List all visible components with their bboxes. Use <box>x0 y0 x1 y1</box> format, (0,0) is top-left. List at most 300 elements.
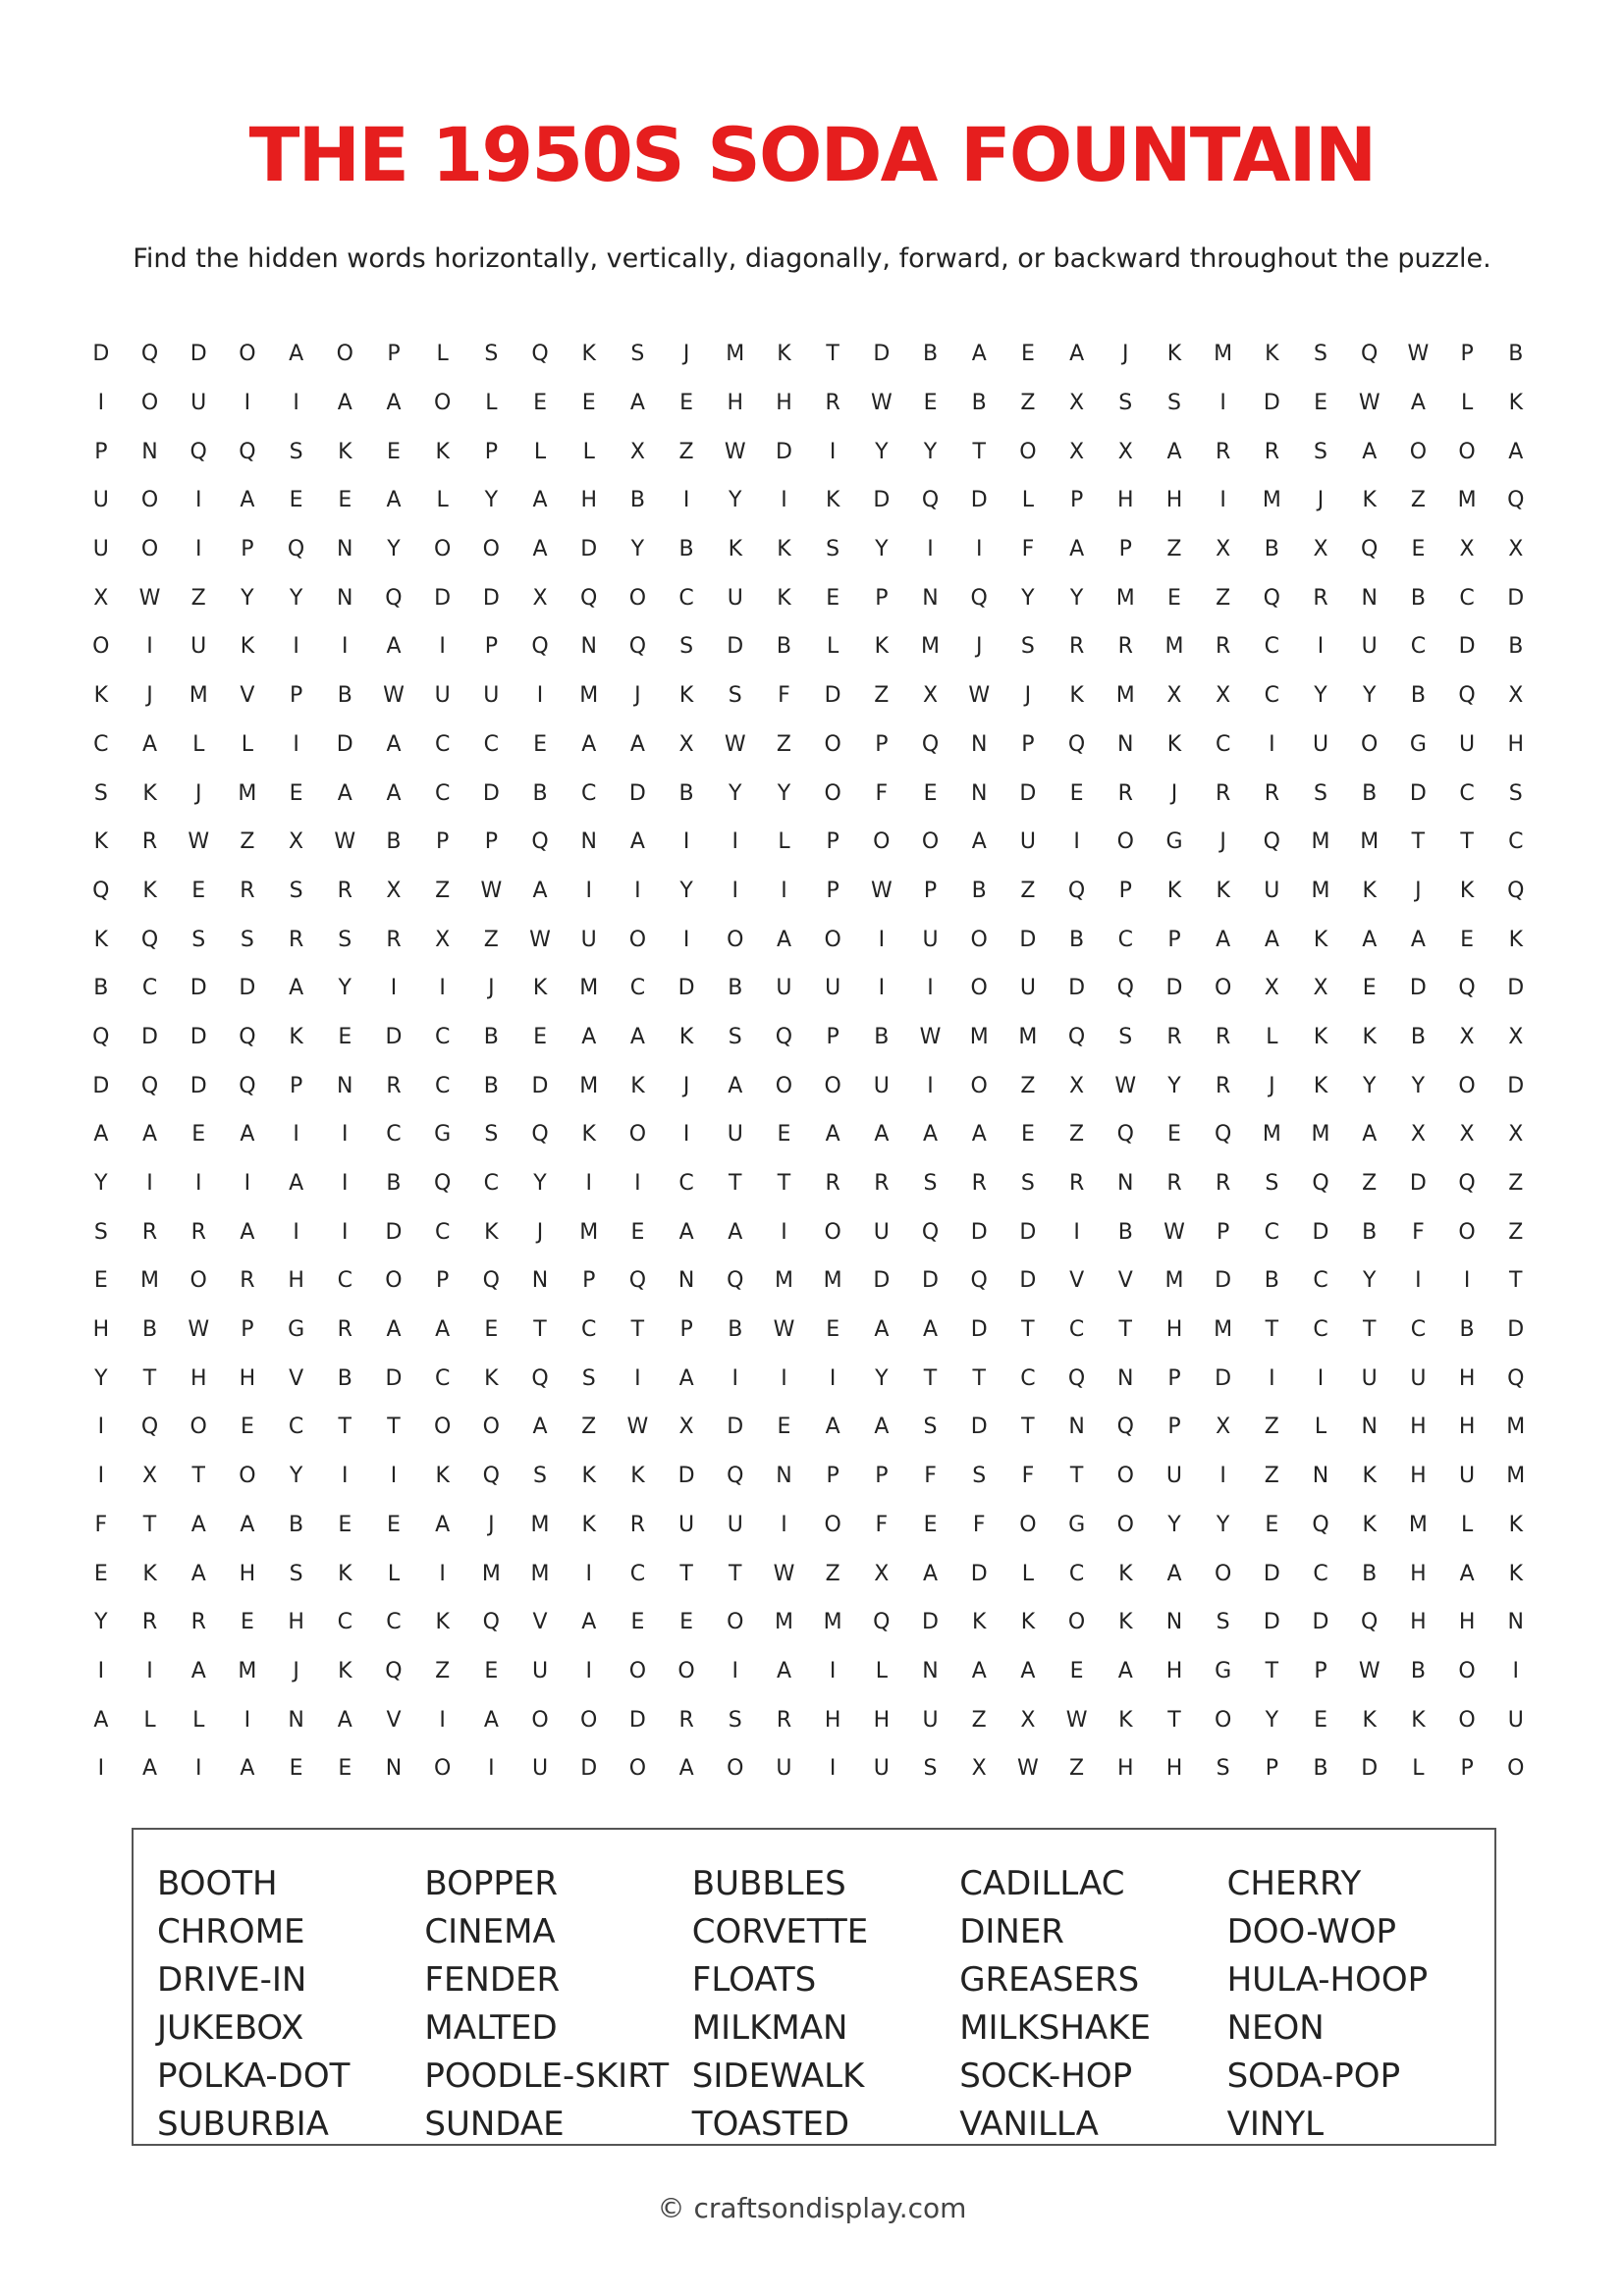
grid-letter: J <box>975 634 983 660</box>
grid-letter: D <box>1312 1219 1329 1245</box>
grid-letter: X <box>678 731 694 757</box>
grid-letter: A <box>386 634 402 660</box>
grid-letter: R <box>1068 634 1085 660</box>
grid-letter: T <box>1167 1707 1181 1733</box>
grid-letter: U <box>531 1658 549 1683</box>
grid-letter: I <box>390 1464 398 1489</box>
grid-letter: A <box>678 1756 694 1782</box>
grid-letter: H <box>1165 1658 1183 1683</box>
grid-letter: D <box>482 780 500 806</box>
grid-letter: N <box>531 1268 549 1294</box>
grid-letter: W <box>870 391 893 416</box>
grid-letter: U <box>92 537 109 562</box>
grid-letter: O <box>1116 1464 1134 1489</box>
grid-letter: S <box>1265 1171 1279 1197</box>
grid-letter: M <box>1408 1512 1428 1537</box>
grid-letter: X <box>1313 537 1328 562</box>
grid-letter: P <box>289 1073 303 1098</box>
grid-letter: P <box>875 585 889 611</box>
grid-letter: T <box>1069 1464 1084 1489</box>
grid-letter: D <box>239 976 256 1001</box>
grid-letter: G <box>1215 1658 1232 1683</box>
grid-letter: R <box>141 1219 158 1245</box>
grid-letter: L <box>436 488 449 513</box>
grid-letter: T <box>679 1561 693 1586</box>
grid-letter: O <box>970 1073 988 1098</box>
grid-letter: D <box>385 1024 403 1049</box>
grid-letter: K <box>435 1610 450 1635</box>
grid-letter: K <box>1362 488 1377 513</box>
grid-letter: X <box>386 878 402 903</box>
grid-letter: D <box>727 1415 744 1440</box>
grid-letter: E <box>1167 585 1181 611</box>
grid-letter: R <box>1166 1171 1182 1197</box>
grid-letter: Z <box>678 439 694 464</box>
grid-letter: Y <box>1362 1268 1377 1294</box>
grid-letter: B <box>1362 1219 1378 1245</box>
grid-letter: Y <box>875 439 889 464</box>
grid-letter: U <box>727 585 743 611</box>
grid-letter: B <box>1508 342 1524 367</box>
grid-letter: K <box>1459 878 1475 903</box>
grid-letter: S <box>1314 439 1328 464</box>
grid-letter: M <box>530 1561 550 1586</box>
grid-letter: O <box>727 1610 744 1635</box>
grid-letter: F <box>972 1512 986 1537</box>
grid-letter: Q <box>970 1268 988 1294</box>
grid-letter: Q <box>140 342 159 367</box>
grid-letter: E <box>240 1610 254 1635</box>
grid-letter: M <box>189 683 208 709</box>
grid-letter: A <box>971 342 987 367</box>
grid-letter: O <box>92 634 110 660</box>
grid-letter: M <box>140 1268 160 1294</box>
letter-grid <box>77 330 1541 1793</box>
grid-letter: E <box>1020 1122 1035 1148</box>
grid-letter: K <box>142 878 157 903</box>
grid-letter: O <box>482 537 500 562</box>
grid-letter: Z <box>971 1707 987 1733</box>
grid-letter: Q <box>1458 1171 1476 1197</box>
grid-letter: K <box>825 488 840 513</box>
grid-letter: J <box>1170 780 1178 806</box>
grid-letter: A <box>386 1317 402 1343</box>
grid-letter: I <box>293 634 299 660</box>
grid-letter: S <box>630 342 645 367</box>
grid-letter: Q <box>921 1219 940 1245</box>
grid-letter: D <box>1263 391 1280 416</box>
grid-letter: E <box>679 1610 694 1635</box>
grid-letter: Q <box>531 1365 549 1391</box>
grid-letter: A <box>776 927 791 952</box>
grid-letter: O <box>1214 976 1232 1001</box>
grid-letter: A <box>629 1024 645 1049</box>
grid-letter: N <box>970 731 988 757</box>
grid-letter: O <box>628 1756 647 1782</box>
grid-letter: L <box>1021 488 1035 513</box>
grid-letter: K <box>1508 391 1523 416</box>
grid-letter: I <box>342 1219 349 1245</box>
grid-letter: O <box>189 1415 207 1440</box>
grid-letter: D <box>189 976 207 1001</box>
grid-letter: A <box>581 1610 597 1635</box>
grid-letter: U <box>1361 1365 1378 1391</box>
grid-letter: X <box>435 927 451 952</box>
grid-letter: C <box>483 731 500 757</box>
grid-letter: E <box>289 1756 303 1782</box>
grid-letter: R <box>629 1512 646 1537</box>
word-list-item: FLOATS <box>691 1960 817 2000</box>
grid-letter: U <box>531 1756 549 1782</box>
grid-letter: Q <box>92 1024 110 1049</box>
grid-letter: O <box>824 927 841 952</box>
grid-letter: Q <box>433 1171 452 1197</box>
grid-letter: I <box>731 878 739 903</box>
grid-letter: X <box>289 829 304 855</box>
grid-letter: M <box>1164 1268 1184 1294</box>
grid-letter: O <box>433 1415 452 1440</box>
grid-letter: E <box>1069 780 1084 806</box>
grid-letter: P <box>484 829 498 855</box>
grid-letter: K <box>1118 1561 1133 1586</box>
grid-letter: D <box>970 1317 988 1343</box>
grid-letter: M <box>1506 1464 1526 1489</box>
grid-letter: D <box>1507 976 1525 1001</box>
grid-letter: T <box>338 1415 352 1440</box>
grid-letter: L <box>1314 1415 1327 1440</box>
grid-letter: A <box>825 1415 840 1440</box>
grid-letter: J <box>1269 1073 1275 1098</box>
grid-letter: T <box>923 1365 938 1391</box>
grid-letter: K <box>338 1561 352 1586</box>
grid-letter: H <box>1410 1610 1427 1635</box>
grid-letter: D <box>922 1268 939 1294</box>
grid-letter: U <box>1264 878 1280 903</box>
grid-letter: O <box>336 342 353 367</box>
grid-letter: C <box>434 1219 451 1245</box>
grid-letter: A <box>289 976 304 1001</box>
grid-letter: Y <box>484 488 499 513</box>
grid-letter: X <box>93 585 109 611</box>
grid-letter: E <box>630 1610 645 1635</box>
grid-letter: P <box>484 439 498 464</box>
grid-letter: M <box>238 780 257 806</box>
grid-letter: Z <box>1166 537 1182 562</box>
grid-letter: P <box>826 1024 839 1049</box>
grid-letter: Z <box>1508 1171 1524 1197</box>
grid-letter: K <box>581 1512 596 1537</box>
grid-letter: I <box>829 1365 837 1391</box>
word-list-item: FENDER <box>424 1960 561 2000</box>
grid-letter: A <box>190 1512 206 1537</box>
grid-letter: D <box>1458 634 1476 660</box>
grid-letter: I <box>97 1756 105 1782</box>
grid-letter: N <box>1361 585 1378 611</box>
grid-letter: Q <box>921 731 940 757</box>
grid-letter: L <box>485 391 498 416</box>
word-list-item: CADILLAC <box>959 1864 1125 1903</box>
grid-letter: H <box>92 1317 110 1343</box>
grid-letter: P <box>94 439 108 464</box>
grid-letter: T <box>1362 1317 1377 1343</box>
grid-letter: S <box>338 927 352 952</box>
grid-letter: A <box>1069 342 1085 367</box>
grid-letter: E <box>1167 1122 1181 1148</box>
grid-letter: B <box>532 780 548 806</box>
grid-letter: A <box>923 1561 939 1586</box>
grid-letter: A <box>678 1219 694 1245</box>
grid-letter: C <box>1410 1317 1427 1343</box>
grid-letter: A <box>1362 927 1378 952</box>
grid-letter: V <box>240 683 255 709</box>
grid-letter: O <box>385 1268 403 1294</box>
grid-letter: U <box>825 976 841 1001</box>
grid-letter: J <box>146 683 153 709</box>
grid-letter: I <box>146 1171 153 1197</box>
grid-letter: E <box>1411 537 1426 562</box>
grid-letter: B <box>1362 1561 1378 1586</box>
grid-letter: I <box>781 1365 787 1391</box>
grid-letter: L <box>1412 1756 1425 1782</box>
grid-letter: K <box>1362 1024 1377 1049</box>
grid-letter: Q <box>1361 1610 1379 1635</box>
grid-letter: U <box>776 976 792 1001</box>
grid-letter: Q <box>1214 1122 1232 1148</box>
grid-letter: B <box>776 634 792 660</box>
grid-letter: I <box>1073 829 1080 855</box>
grid-letter: I <box>682 829 690 855</box>
grid-letter: P <box>582 1268 596 1294</box>
grid-letter: A <box>337 391 352 416</box>
grid-letter: O <box>1214 1561 1232 1586</box>
grid-letter: U <box>1019 829 1036 855</box>
grid-letter: V <box>1069 1268 1085 1294</box>
grid-letter: D <box>1409 1171 1427 1197</box>
grid-letter: P <box>826 1464 839 1489</box>
grid-letter: A <box>971 829 987 855</box>
grid-letter: W <box>188 829 210 855</box>
grid-letter: I <box>293 1219 299 1245</box>
grid-letter: I <box>97 1415 105 1440</box>
grid-letter: E <box>679 391 694 416</box>
grid-letter: B <box>483 1073 499 1098</box>
grid-letter: C <box>1313 1268 1328 1294</box>
grid-letter: I <box>439 1561 446 1586</box>
grid-letter: S <box>533 1464 548 1489</box>
grid-letter: L <box>387 1561 401 1586</box>
grid-letter: A <box>1166 1561 1182 1586</box>
grid-letter: Q <box>1116 976 1134 1001</box>
grid-letter: A <box>142 1756 158 1782</box>
grid-letter: R <box>1166 1024 1182 1049</box>
grid-letter: P <box>1460 342 1474 367</box>
word-list-item: VANILLA <box>959 2105 1099 2144</box>
grid-letter: P <box>1069 488 1084 513</box>
grid-letter: W <box>968 683 991 709</box>
grid-letter: D <box>970 1415 988 1440</box>
grid-letter: E <box>533 1024 547 1049</box>
grid-letter: F <box>94 1512 108 1537</box>
word-list-item: SOCK-HOP <box>959 2056 1133 2096</box>
grid-letter: N <box>580 634 597 660</box>
grid-letter: Y <box>1265 1707 1279 1733</box>
grid-letter: Y <box>1069 585 1084 611</box>
grid-letter: Q <box>1067 878 1086 903</box>
grid-letter: K <box>1508 1512 1523 1537</box>
grid-letter: D <box>1263 1561 1280 1586</box>
grid-letter: Q <box>531 829 549 855</box>
grid-letter: C <box>1117 927 1133 952</box>
grid-letter: X <box>532 585 548 611</box>
grid-letter: S <box>972 1464 987 1489</box>
grid-letter: D <box>1019 1268 1037 1294</box>
grid-letter: W <box>529 927 551 952</box>
grid-letter: H <box>1117 488 1134 513</box>
grid-letter: M <box>1164 634 1184 660</box>
grid-letter: P <box>1460 1756 1474 1782</box>
grid-letter: T <box>1265 1658 1279 1683</box>
grid-letter: D <box>873 488 891 513</box>
grid-letter: H <box>288 1268 304 1294</box>
grid-letter: C <box>434 731 451 757</box>
grid-letter: E <box>289 780 303 806</box>
grid-letter: Z <box>435 1658 451 1683</box>
grid-letter: C <box>434 1024 451 1049</box>
grid-letter: W <box>383 683 405 709</box>
grid-letter: H <box>288 1610 304 1635</box>
grid-letter: Y <box>94 1171 108 1197</box>
grid-letter: X <box>1459 1024 1475 1049</box>
grid-letter: U <box>1019 976 1036 1001</box>
grid-letter: S <box>728 1707 742 1733</box>
grid-letter: X <box>1069 391 1085 416</box>
grid-letter: D <box>1361 1756 1379 1782</box>
word-list-item: GREASERS <box>959 1960 1140 2000</box>
grid-letter: Q <box>1263 829 1280 855</box>
grid-letter: P <box>241 1317 254 1343</box>
grid-letter: M <box>530 1512 550 1537</box>
grid-letter: B <box>874 1024 890 1049</box>
grid-letter: O <box>727 1756 744 1782</box>
grid-letter: I <box>731 1365 739 1391</box>
grid-letter: U <box>92 488 109 513</box>
grid-letter: L <box>533 439 547 464</box>
grid-letter: H <box>1458 1415 1476 1440</box>
grid-letter: B <box>1459 1317 1475 1343</box>
grid-letter: C <box>1264 634 1280 660</box>
grid-letter: I <box>731 1658 739 1683</box>
grid-letter: D <box>1215 1365 1232 1391</box>
grid-letter: W <box>724 731 746 757</box>
grid-letter: M <box>823 1268 842 1294</box>
grid-letter: P <box>826 829 839 855</box>
grid-letter: Z <box>1020 1073 1036 1098</box>
grid-letter: I <box>293 1122 299 1148</box>
grid-letter: U <box>678 1512 695 1537</box>
grid-letter: J <box>536 1219 544 1245</box>
grid-letter: I <box>390 976 398 1001</box>
grid-letter: F <box>778 683 790 709</box>
grid-letter: M <box>1311 829 1330 855</box>
grid-letter: I <box>1219 488 1226 513</box>
grid-letter: D <box>1068 976 1086 1001</box>
grid-letter: A <box>289 1171 304 1197</box>
grid-letter: I <box>244 1171 251 1197</box>
grid-letter: D <box>824 683 841 709</box>
grid-letter: N <box>288 1707 304 1733</box>
grid-letter: M <box>1115 683 1135 709</box>
grid-letter: D <box>727 634 744 660</box>
grid-letter: C <box>1459 780 1475 806</box>
grid-letter: M <box>726 342 745 367</box>
grid-letter: R <box>288 927 304 952</box>
grid-letter: A <box>386 391 402 416</box>
grid-letter: S <box>1216 1610 1230 1635</box>
grid-letter: S <box>1314 780 1328 806</box>
grid-letter: U <box>1312 731 1329 757</box>
grid-letter: A <box>874 1317 890 1343</box>
grid-letter: B <box>483 1024 499 1049</box>
grid-letter: D <box>628 1707 646 1733</box>
grid-letter: K <box>1069 683 1084 709</box>
footer-credit: © craftsondisplay.com <box>657 2192 967 2224</box>
grid-letter: D <box>385 1365 403 1391</box>
grid-letter: Y <box>777 780 791 806</box>
grid-letter: E <box>1069 1658 1084 1683</box>
grid-letter: D <box>531 1073 549 1098</box>
grid-letter: Y <box>679 878 693 903</box>
grid-letter: O <box>1507 1756 1525 1782</box>
grid-letter: I <box>97 391 105 416</box>
grid-letter: Q <box>1507 488 1525 513</box>
grid-letter: K <box>240 634 255 660</box>
grid-letter: I <box>439 634 446 660</box>
grid-letter: Z <box>1264 1464 1279 1489</box>
grid-letter: D <box>873 1268 891 1294</box>
grid-letter: D <box>189 1073 207 1098</box>
grid-letter: I <box>244 1707 251 1733</box>
grid-letter: D <box>1215 1268 1232 1294</box>
grid-letter: Q <box>580 585 598 611</box>
grid-letter: C <box>581 1317 597 1343</box>
grid-letter: W <box>1358 391 1380 416</box>
grid-letter: R <box>1216 1073 1231 1098</box>
grid-letter: Y <box>630 537 645 562</box>
grid-letter: Y <box>94 1365 108 1391</box>
grid-letter: W <box>334 829 356 855</box>
grid-letter: D <box>1165 976 1183 1001</box>
grid-letter: A <box>776 1658 791 1683</box>
grid-letter: N <box>1361 1415 1378 1440</box>
grid-letter: M <box>823 1610 842 1635</box>
grid-letter: O <box>970 927 988 952</box>
page-title: THE 1950S SODA FOUNTAIN <box>248 111 1376 198</box>
grid-letter: P <box>1167 1415 1181 1440</box>
grid-letter: J <box>682 1073 690 1098</box>
grid-letter: B <box>1410 585 1426 611</box>
grid-letter: H <box>1410 1415 1427 1440</box>
grid-letter: F <box>875 780 889 806</box>
grid-letter: V <box>1117 1268 1133 1294</box>
grid-letter: U <box>1165 1464 1183 1489</box>
grid-letter: W <box>188 1317 210 1343</box>
grid-letter: G <box>1409 731 1427 757</box>
grid-letter: O <box>775 1073 793 1098</box>
grid-letter: B <box>1508 634 1524 660</box>
grid-letter: U <box>1459 1464 1476 1489</box>
grid-letter: I <box>1317 1365 1325 1391</box>
grid-letter: Q <box>727 1268 744 1294</box>
